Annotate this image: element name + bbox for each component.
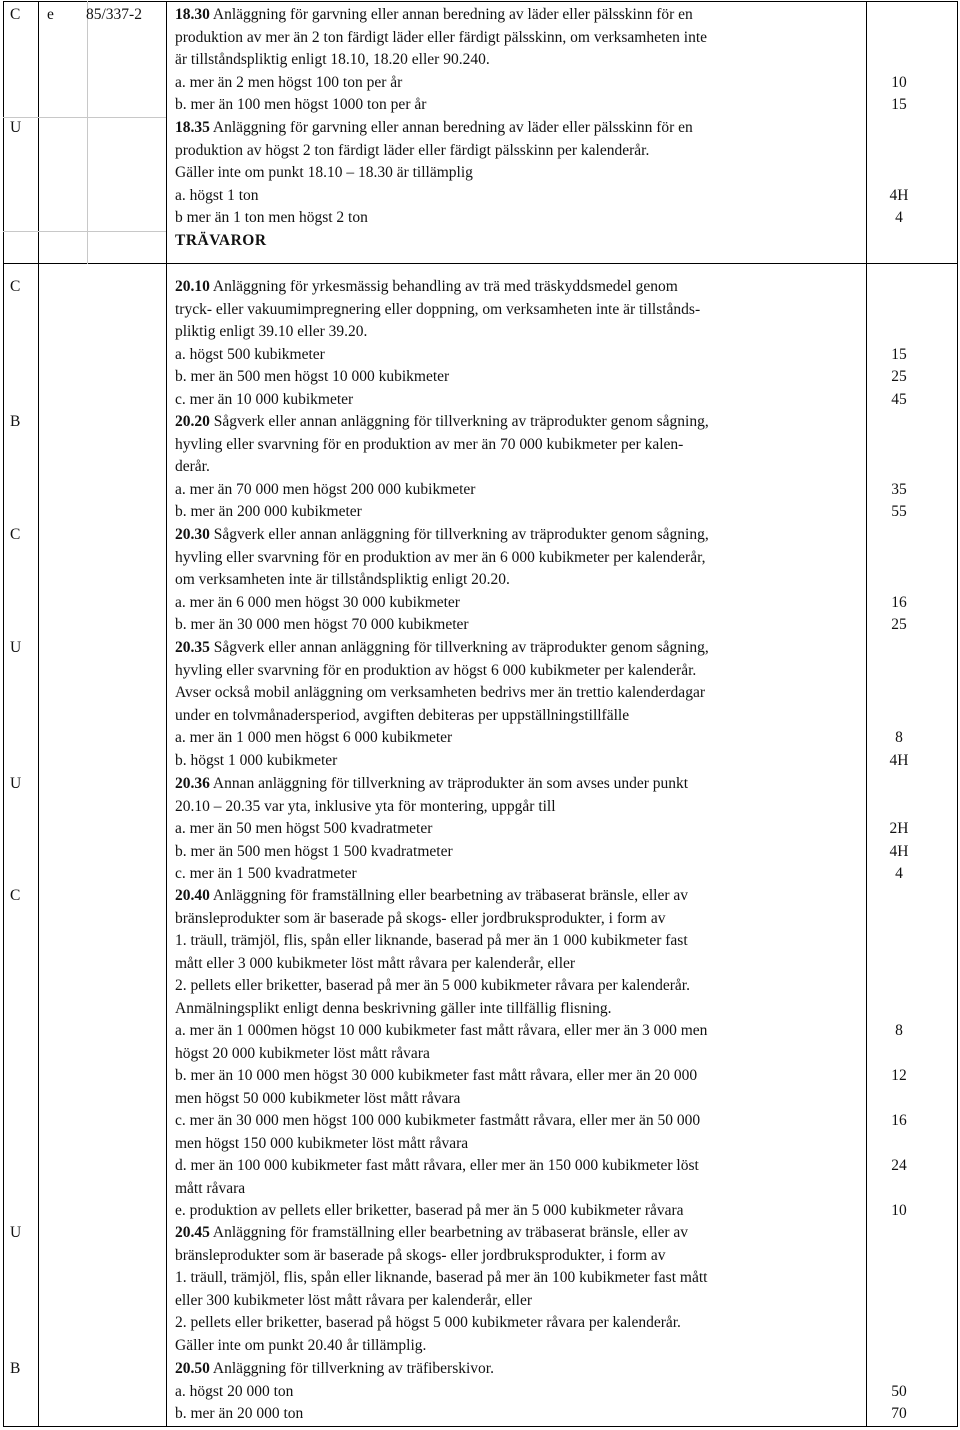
- item-text: tryck- eller vakuumimpregnering eller doppning, om verksamheten inte är tillstånds-: [175, 300, 701, 318]
- row-text: [175, 321, 367, 344]
- row-text: [175, 1178, 245, 1201]
- item-text: Anläggning för yrkesmässig behandling av trä med träskyddsmedel genom: [209, 278, 678, 295]
- item-text: Sågverk eller annan anläggning för tillverkning av träprodukter genom sågning,: [209, 526, 709, 543]
- row-text: [175, 1155, 699, 1178]
- top-border: [3, 1, 958, 2]
- fee-value: 25: [891, 368, 907, 385]
- item-text: a. mer än 2 men högst 100 ton per år: [175, 73, 403, 91]
- item-text: Anläggning för framställning eller bearbetning av träbaserat bränsle, eller av: [209, 887, 689, 904]
- item-text: är tillståndspliktig enligt 18.10, 18.20 eller 90.240.: [175, 51, 490, 68]
- item-text: Anläggning för garvning eller annan beredning av läder eller pälsskinn för en: [209, 6, 693, 23]
- row-text: [175, 162, 473, 185]
- row-text: [175, 456, 210, 479]
- item-text: a. högst 500 kubikmeter: [175, 345, 325, 363]
- fee-value: 24: [891, 1157, 907, 1174]
- fee-value: 25: [891, 616, 907, 633]
- item-number: 18.35: [175, 119, 210, 136]
- fee-value: 8: [895, 1022, 903, 1039]
- item-number: 20.36: [175, 775, 210, 792]
- item-text: men högst 50 000 kubikmeter löst mått råvara: [175, 1089, 461, 1107]
- item-number: 20.10: [175, 278, 210, 295]
- fee-value: 10: [891, 73, 907, 91]
- row-text: [175, 930, 688, 953]
- fee-value: 4: [895, 209, 903, 226]
- fee-value: 4H: [889, 751, 909, 769]
- item-number: 20.50: [175, 1360, 210, 1377]
- item-text: Gäller inte om punkt 20.40 år tillämplig.: [175, 1336, 427, 1354]
- item-text: b mer än 1 ton men högst 2 ton: [175, 209, 368, 226]
- row-text: [175, 94, 426, 117]
- row-text: [175, 27, 707, 50]
- row-text: [175, 1245, 666, 1268]
- class-code: B: [10, 413, 21, 430]
- item-text: a. mer än 1 000 men högst 6 000 kubikmeter: [175, 729, 453, 746]
- row-text: [175, 366, 449, 389]
- row-text: [175, 1043, 430, 1066]
- row-text: [175, 501, 362, 524]
- item-text: mått eller 3 000 kubikmeter löst mått råvara per kalenderår, eller: [175, 954, 576, 972]
- item-text: Gäller inte om punkt 18.10 – 18.30 är tillämplig: [175, 164, 473, 181]
- item-text: e. produktion av pellets eller briketter, baserad på mer än 5 000 kubikmeter råvara: [175, 1202, 684, 1219]
- item-text: 1. träull, trämjöl, flis, spån eller liknande, baserad på mer än 100 kubikmeter fast mått: [175, 1269, 708, 1286]
- row-text: [175, 953, 575, 976]
- row-text: [175, 885, 688, 908]
- fee-value: 4H: [889, 842, 909, 860]
- fee-value: 4H: [889, 186, 909, 204]
- row-text: [175, 1267, 707, 1290]
- item-text: Sågverk eller annan anläggning för tillverkning av träprodukter genom sågning,: [209, 413, 709, 430]
- row-text: [175, 1020, 707, 1043]
- fee-value: 70: [891, 1405, 907, 1422]
- fee-value: 55: [891, 503, 907, 520]
- item-text: b. mer än 200 000 kubikmeter: [175, 503, 362, 520]
- item-text: hyvling eller svarvning för en produktion av högst 6 000 kubikmeter per kalenderår.: [175, 661, 697, 679]
- row-text: [175, 614, 469, 637]
- fee-value: 8: [895, 729, 903, 746]
- col1-divider: [38, 1, 39, 1427]
- item-text: Annan anläggning för tillverkning av träprodukter än som avses under punkt: [209, 775, 689, 792]
- row-text: [175, 796, 556, 819]
- row-text: [175, 727, 452, 750]
- row-text: [175, 1088, 460, 1111]
- fee-value: 2H: [889, 820, 909, 837]
- row-text: [175, 998, 612, 1021]
- class-code: C: [10, 278, 21, 295]
- class-code: C: [10, 526, 21, 543]
- class-code: U: [10, 639, 22, 656]
- fee-value: 15: [891, 345, 907, 363]
- sub-code: e: [47, 6, 54, 23]
- row-text: [175, 1133, 468, 1156]
- row-text: [175, 140, 649, 163]
- row-text: [175, 592, 460, 615]
- class-code: U: [10, 775, 22, 792]
- row-text: [175, 773, 688, 796]
- row-text: [175, 908, 666, 931]
- row-text: [175, 276, 678, 299]
- item-text: Avser också mobil anläggning om verksamheten bedrivs mer än trettio kalenderdagar: [175, 684, 705, 701]
- class-code: C: [10, 6, 21, 23]
- row-text: [175, 705, 629, 728]
- row-text: [175, 975, 690, 998]
- item-text: bränsleprodukter som är baserade på skogs- eller jordbruksprodukter, i form av: [175, 909, 666, 927]
- item-text: a. mer än 1 000men högst 10 000 kubikmeter fast mått råvara, eller mer än 3 000 men: [175, 1022, 708, 1039]
- fee-value: 12: [891, 1067, 907, 1084]
- right-border: [957, 1, 958, 1427]
- item-text: 20.10 – 20.35 var yta, inklusive yta för montering, uppgår till: [175, 797, 556, 815]
- fee-value: 50: [891, 1382, 907, 1400]
- item-text: produktion av mer än 2 ton färdigt läder eller färdigt pälsskinn, om verksamheten inte: [175, 28, 708, 46]
- item-text: c. mer än 30 000 men högst 100 000 kubikmeter fastmått råvara, eller mer än 50 000: [175, 1112, 701, 1129]
- row-text: [175, 207, 368, 230]
- row-text: [175, 660, 696, 683]
- class-code: U: [10, 119, 22, 136]
- item-text: hyvling eller svarvning för en produktion av mer än 6 000 kubikmeter per kalenderår,: [175, 548, 706, 566]
- item-number: 20.30: [175, 526, 210, 543]
- item-text: a. högst 1 ton: [175, 186, 259, 204]
- item-text: b. högst 1 000 kubikmeter: [175, 751, 338, 769]
- item-text: produktion av högst 2 ton färdigt läder eller färdigt pälsskinn per kalenderår.: [175, 141, 650, 159]
- row-text: [175, 1290, 532, 1313]
- fee-value: 4: [895, 865, 903, 882]
- item-text: b. mer än 30 000 men högst 70 000 kubikmeter: [175, 616, 469, 633]
- col3-divider: [166, 1, 167, 1427]
- row-text: [175, 1335, 426, 1358]
- item-text: b. mer än 500 men högst 10 000 kubikmeter: [175, 368, 450, 385]
- fee-value: 15: [891, 96, 907, 113]
- fee-value: 45: [891, 390, 907, 408]
- row-text: [175, 479, 475, 502]
- item-text: b. mer än 500 men högst 1 500 kvadratmeter: [175, 842, 453, 860]
- row-text: [175, 389, 353, 412]
- row-text: [175, 818, 432, 841]
- faint-grid-line: [87, 1, 88, 264]
- row-text: [175, 750, 337, 773]
- row-text: [175, 1381, 293, 1404]
- fee-value: 35: [891, 480, 907, 498]
- item-text: TRÄVAROR: [175, 231, 267, 249]
- item-text: 2. pellets eller briketter, baserad på högst 5 000 kubikmeter råvara per kalenderår.: [175, 1314, 681, 1331]
- item-text: 1. träull, trämjöl, flis, spån eller liknande, baserad på mer än 1 000 kubikmeter fast: [175, 932, 688, 949]
- item-text: högst 20 000 kubikmeter löst mått råvara: [175, 1044, 430, 1062]
- item-text: pliktig enligt 39.10 eller 39.20.: [175, 323, 368, 340]
- section-heading: [175, 230, 267, 253]
- item-text: Anläggning för framställning eller bearbetning av träbaserat bränsle, eller av: [209, 1224, 689, 1241]
- class-code: C: [10, 887, 21, 904]
- row-text: [175, 1358, 494, 1381]
- class-code: U: [10, 1224, 22, 1241]
- fee-value: 10: [891, 1202, 907, 1219]
- row-text: [175, 4, 693, 27]
- fee-value: 16: [891, 1112, 907, 1129]
- fee-value: 16: [891, 593, 907, 611]
- item-text: derår.: [175, 458, 210, 475]
- item-text: a. mer än 70 000 men högst 200 000 kubikmeter: [175, 480, 476, 498]
- row-text: [175, 1065, 697, 1088]
- row-text: [175, 682, 705, 705]
- row-text: [175, 841, 453, 864]
- row-text: [175, 49, 490, 72]
- item-text: men högst 150 000 kubikmeter löst mått råvara: [175, 1134, 469, 1152]
- item-number: 20.40: [175, 887, 210, 904]
- item-text: om verksamheten inte är tillståndspliktig enligt 20.20.: [175, 571, 510, 588]
- item-text: Anmälningsplikt enligt denna beskrivning gäller inte tillfällig flisning.: [175, 999, 612, 1017]
- item-text: Anläggning för tillverkning av träfiberskivor.: [209, 1360, 494, 1377]
- row-text: [175, 117, 693, 140]
- item-text: under en tolvmånadersperiod, avgiften debiteras per uppställningstillfälle: [175, 706, 630, 724]
- row-text: [175, 185, 259, 208]
- faint-grid-line: [3, 117, 166, 118]
- row-text: [175, 547, 706, 570]
- row-text: [175, 299, 700, 322]
- item-text: d. mer än 100 000 kubikmeter fast mått råvara, eller mer än 150 000 kubikmeter löst: [175, 1157, 699, 1174]
- item-text: mått råvara: [175, 1179, 246, 1197]
- item-number: 20.45: [175, 1224, 210, 1241]
- section-divider: [3, 263, 958, 264]
- item-text: bränsleprodukter som är baserade på skogs- eller jordbruksprodukter, i form av: [175, 1246, 666, 1264]
- item-text: 2. pellets eller briketter, baserad på mer än 5 000 kubikmeter råvara per kalenderår.: [175, 977, 690, 994]
- row-text: [175, 1200, 684, 1223]
- row-text: [175, 344, 325, 367]
- item-text: b. mer än 20 000 ton: [175, 1405, 304, 1422]
- row-text: [175, 1312, 681, 1335]
- item-text: b. mer än 100 men högst 1000 ton per år: [175, 96, 427, 113]
- left-border: [3, 1, 4, 1427]
- item-text: a. mer än 6 000 men högst 30 000 kubikmeter: [175, 593, 460, 611]
- row-text: [175, 1403, 303, 1426]
- row-text: [175, 72, 402, 95]
- col4-divider: [866, 1, 867, 1427]
- row-text: [175, 569, 510, 592]
- item-text: a. mer än 50 men högst 500 kvadratmeter: [175, 820, 433, 837]
- item-text: c. mer än 1 500 kvadratmeter: [175, 865, 357, 882]
- row-text: [175, 524, 709, 547]
- item-text: b. mer än 10 000 men högst 30 000 kubikmeter fast mått råvara, eller mer än 20 000: [175, 1067, 698, 1084]
- row-text: [175, 434, 683, 457]
- row-text: [175, 411, 709, 434]
- item-text: Anläggning för garvning eller annan beredning av läder eller pälsskinn för en: [209, 119, 693, 136]
- item-number: 20.35: [175, 639, 210, 656]
- faint-grid-line: [3, 231, 166, 232]
- item-number: 20.20: [175, 413, 210, 430]
- directive-ref: 85/337-2: [86, 6, 142, 23]
- item-text: c. mer än 10 000 kubikmeter: [175, 390, 354, 408]
- row-text: [175, 1222, 688, 1245]
- row-text: [175, 637, 709, 660]
- item-text: Sågverk eller annan anläggning för tillverkning av träprodukter genom sågning,: [209, 639, 709, 656]
- item-text: a. högst 20 000 ton: [175, 1382, 294, 1400]
- item-text: eller 300 kubikmeter löst mått råvara per kalenderår, eller: [175, 1291, 533, 1309]
- item-text: hyvling eller svarvning för en produktion av mer än 70 000 kubikmeter per kalen-: [175, 435, 684, 453]
- bottom-border: [3, 1426, 958, 1427]
- row-text: [175, 863, 357, 886]
- row-text: [175, 1110, 700, 1133]
- class-code: B: [10, 1360, 21, 1377]
- item-number: 18.30: [175, 6, 210, 23]
